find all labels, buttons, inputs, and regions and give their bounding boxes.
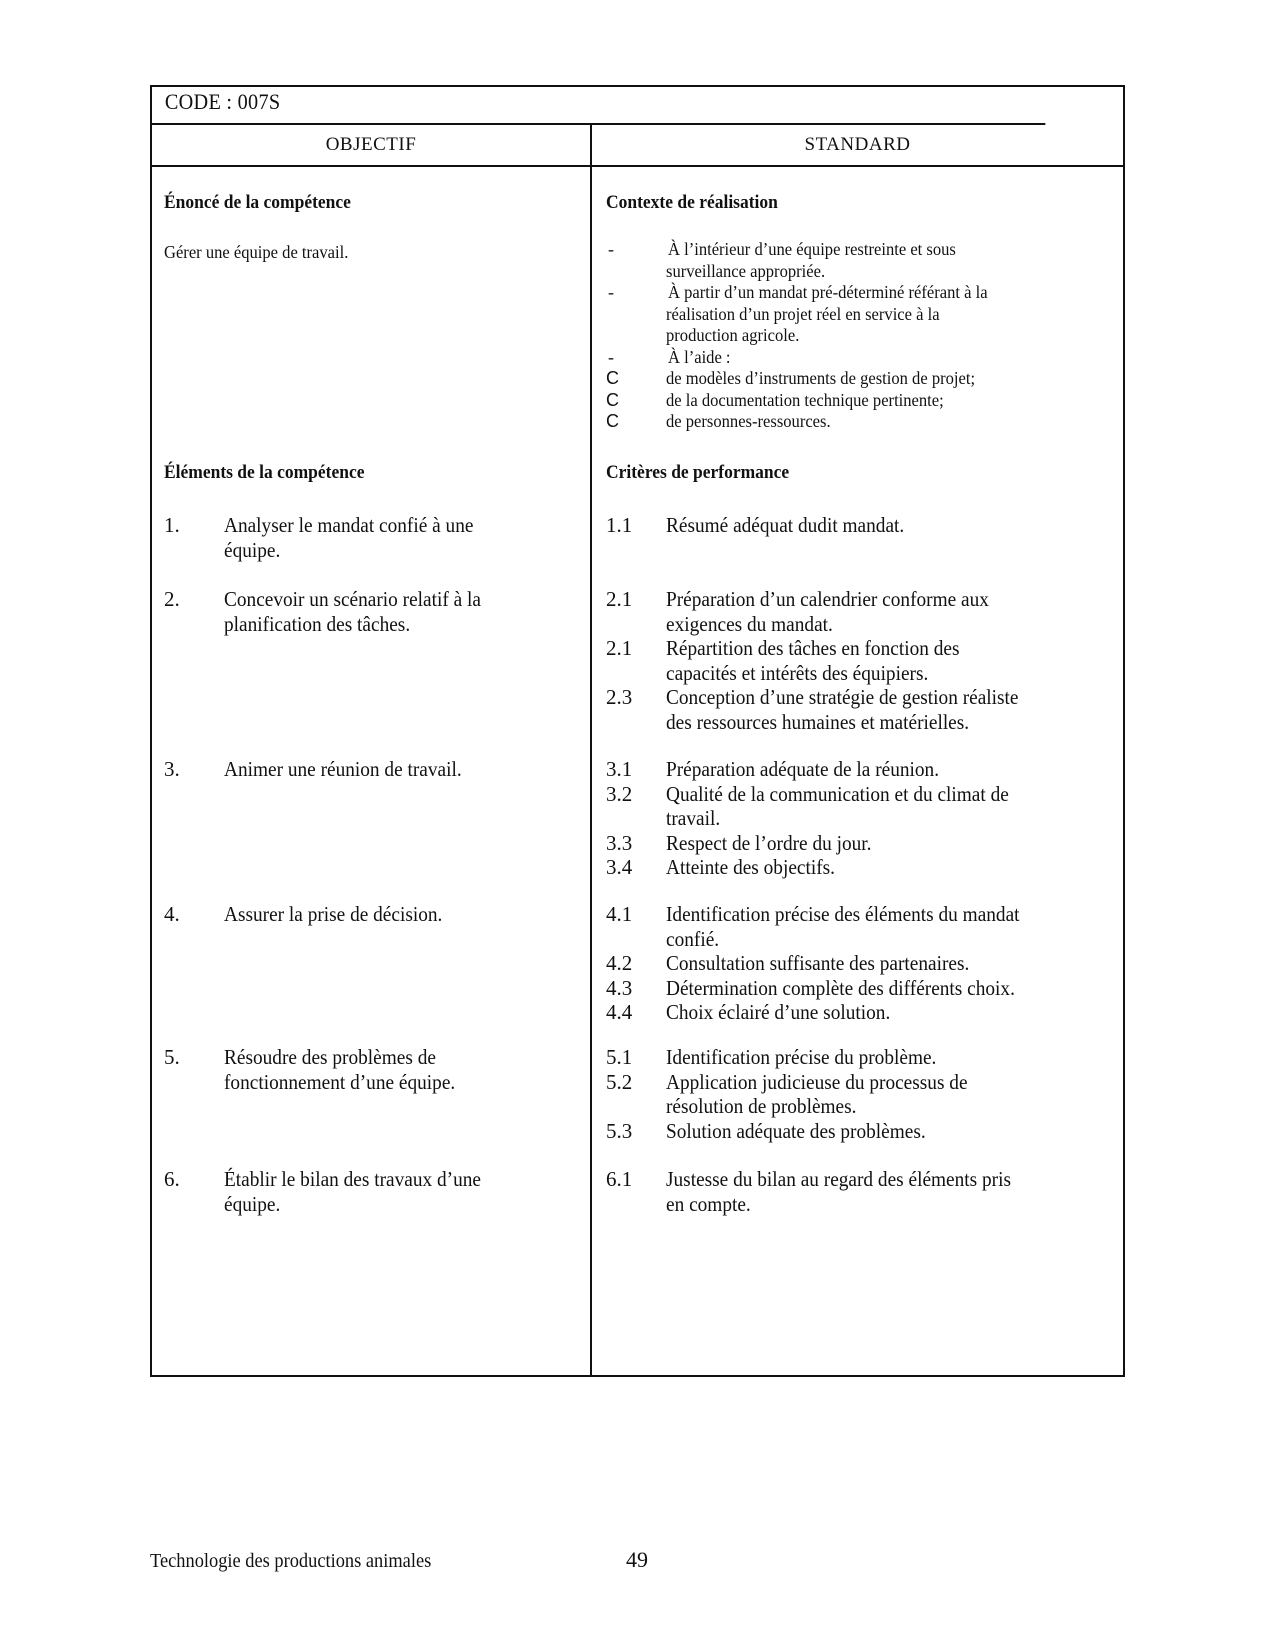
element-number — [164, 1070, 224, 1095]
contexte-line — [606, 261, 1115, 283]
criteria-number: 3.2 — [606, 781, 633, 806]
criteria-text: Conception d’une stratégie de gestion réaliste — [666, 685, 1019, 709]
criteria-number: 2.1 — [606, 636, 633, 660]
contexte-text: production agricole. — [666, 325, 800, 345]
criteria-line — [606, 1119, 1115, 1144]
criteria-number: 1.1 — [606, 513, 633, 537]
criteria-text: Résumé adéquat dudit mandat. — [666, 513, 905, 537]
criteria-text: résolution de problèmes. — [666, 1094, 857, 1118]
criteria-group — [606, 1167, 1115, 1216]
element-number: 6. — [164, 1167, 180, 1191]
element-item — [164, 1167, 582, 1216]
bullet-c-icon: C — [606, 411, 619, 431]
criteria-number: 2.1 — [606, 587, 633, 611]
criteria-line — [606, 1192, 1115, 1217]
criteria-number: 3.4 — [606, 855, 633, 879]
criteria-number — [606, 661, 666, 686]
contexte-text: réalisation d’un projet réel en service à la — [666, 303, 940, 324]
code-label: CODE : 007S — [152, 87, 1045, 125]
criteria-group — [606, 1045, 1115, 1143]
criteria-text: Identification précise des éléments du mandat — [666, 902, 1020, 926]
criteria-line — [606, 927, 1115, 952]
header-objectif: OBJECTIF — [152, 125, 592, 165]
criteria-text: Préparation adéquate de la réunion. — [666, 757, 940, 781]
criteres-title: Critères de performance — [606, 462, 790, 483]
element-number — [164, 538, 224, 563]
element-text: Établir le bilan des travaux d’une — [224, 1167, 481, 1191]
criteria-number: 6.1 — [606, 1167, 633, 1191]
competency-table — [150, 85, 1125, 1377]
criteria-number: 4.3 — [606, 975, 633, 1000]
contexte-text: À l’intérieur d’une équipe restreinte et sous — [668, 239, 956, 259]
element-item — [164, 513, 582, 562]
criteria-number: 4.2 — [606, 951, 633, 975]
criteria-line — [606, 612, 1115, 637]
objectif-column — [152, 167, 592, 1375]
contexte-line — [606, 390, 1115, 412]
criteria-line — [606, 587, 1115, 612]
criteria-text: Atteinte des objectifs. — [666, 855, 836, 879]
criteria-text: Identification précise du problème. — [666, 1045, 937, 1069]
criteria-line — [606, 1000, 1115, 1025]
footer-title: Technologie des productions animales — [150, 1550, 432, 1572]
contexte-line — [606, 304, 1115, 326]
contexte-line — [606, 368, 1115, 390]
criteria-text: Consultation suffisante des partenaires. — [666, 951, 970, 975]
criteria-number: 4.1 — [606, 902, 633, 926]
criteria-line — [606, 661, 1115, 686]
criteria-text: en compte. — [666, 1191, 751, 1216]
element-text: Assurer la prise de décision. — [224, 902, 443, 926]
table-header-row — [152, 125, 1123, 167]
contexte-title: Contexte de réalisation — [606, 192, 778, 213]
element-number — [164, 1192, 224, 1217]
criteria-number: 5.2 — [606, 1069, 633, 1094]
criteria-number — [606, 927, 666, 952]
standard-column — [592, 167, 1123, 1375]
criteria-text: Détermination complète des différents choix. — [666, 975, 1015, 1000]
contexte-text: de modèles d’instruments de gestion de projet; — [666, 368, 976, 388]
element-text: équipe. — [224, 1191, 281, 1216]
criteria-number: 3.1 — [606, 757, 633, 781]
contexte-line — [606, 347, 1115, 369]
criteria-number — [606, 612, 666, 637]
indent — [606, 325, 666, 347]
element-number — [164, 612, 224, 637]
criteria-line — [606, 951, 1115, 976]
header-standard: STANDARD — [804, 134, 911, 155]
criteria-number: 3.3 — [606, 830, 633, 855]
element-number: 1. — [164, 513, 180, 537]
criteria-line — [606, 636, 1115, 661]
criteria-line — [606, 513, 1115, 538]
enonce-title: Énoncé de la compétence — [164, 192, 351, 213]
element-text: Analyser le mandat confié à une — [224, 513, 474, 537]
criteria-number: 5.1 — [606, 1045, 633, 1069]
element-text: équipe. — [224, 537, 281, 562]
dash-marker: - — [608, 282, 614, 302]
criteria-text: Respect de l’ordre du jour. — [666, 830, 872, 855]
criteria-text: Solution adéquate des problèmes. — [666, 1118, 926, 1143]
criteria-line — [606, 806, 1115, 831]
criteria-text: exigences du mandat. — [666, 611, 833, 636]
criteria-text: Répartition des tâches en fonction des — [666, 636, 960, 660]
criteria-text: travail. — [666, 806, 721, 830]
element-number: 2. — [164, 587, 180, 611]
page-number: 49 — [626, 1547, 648, 1572]
contexte-text: À l’aide : — [668, 346, 731, 367]
criteria-line — [606, 1094, 1115, 1119]
element-item — [164, 757, 582, 782]
element-item — [164, 902, 582, 927]
criteria-line — [606, 855, 1115, 880]
element-number: 5. — [164, 1045, 180, 1069]
criteria-text: Choix éclairé d’une solution. — [666, 1000, 891, 1024]
bullet-c-icon: C — [606, 389, 619, 410]
contexte-text: À partir d’un mandat pré-déterminé référant à la — [668, 282, 988, 302]
element-text: Concevoir un scénario relatif à la — [224, 587, 481, 611]
element-text: planification des tâches. — [224, 611, 411, 636]
criteria-text: Préparation d’un calendrier conforme aux — [666, 587, 989, 611]
criteria-text: confié. — [666, 926, 720, 951]
contexte-line — [606, 411, 1115, 433]
criteria-line — [606, 685, 1115, 710]
criteria-line — [606, 782, 1115, 807]
criteria-line — [606, 902, 1115, 927]
element-text: Résoudre des problèmes de — [224, 1045, 436, 1069]
criteria-number — [606, 1192, 666, 1217]
criteria-line — [606, 1045, 1115, 1070]
criteria-group — [606, 587, 1115, 734]
criteria-number: 4.4 — [606, 1000, 633, 1024]
contexte-text: surveillance appropriée. — [666, 260, 826, 281]
criteria-text: Application judicieuse du processus de — [666, 1069, 968, 1094]
criteria-line — [606, 1070, 1115, 1095]
criteria-number — [606, 710, 666, 735]
dash-marker: - — [608, 239, 614, 259]
criteria-number: 5.3 — [606, 1118, 633, 1143]
criteria-group — [606, 902, 1115, 1025]
contexte-line — [606, 239, 1115, 261]
criteria-line — [606, 710, 1115, 735]
dash-marker: - — [608, 346, 614, 367]
criteria-line — [606, 831, 1115, 856]
criteria-group — [606, 757, 1115, 880]
contexte-line — [606, 282, 1115, 304]
criteria-number — [606, 1094, 666, 1119]
element-number: 4. — [164, 902, 180, 926]
contexte-text: de personnes-ressources. — [666, 411, 831, 431]
indent — [606, 261, 666, 283]
contexte-list — [606, 239, 1115, 433]
elements-title: Éléments de la compétence — [164, 462, 365, 483]
element-item — [164, 1045, 582, 1094]
contexte-line — [606, 325, 1115, 347]
criteria-text: capacités et intérêts des équipiers. — [666, 660, 929, 685]
element-text: Animer une réunion de travail. — [224, 757, 462, 781]
element-item — [164, 587, 582, 636]
criteria-text: Justesse du bilan au regard des éléments pris — [666, 1167, 1011, 1191]
criteria-number — [606, 806, 666, 831]
bullet-c-icon: C — [606, 368, 619, 388]
table-body — [152, 167, 1123, 1375]
criteria-line — [606, 757, 1115, 782]
criteria-line — [606, 976, 1115, 1001]
criteria-text: Qualité de la communication et du climat de — [666, 781, 1009, 806]
criteria-group — [606, 513, 1115, 538]
criteria-number: 2.3 — [606, 685, 633, 709]
enonce-text: Gérer une équipe de travail. — [164, 242, 349, 262]
criteria-text: des ressources humaines et matérielles. — [666, 709, 970, 734]
element-text: fonctionnement d’une équipe. — [224, 1069, 456, 1094]
criteria-line — [606, 1167, 1115, 1192]
element-number: 3. — [164, 757, 180, 781]
indent — [606, 304, 666, 326]
contexte-text: de la documentation technique pertinente; — [666, 389, 944, 410]
